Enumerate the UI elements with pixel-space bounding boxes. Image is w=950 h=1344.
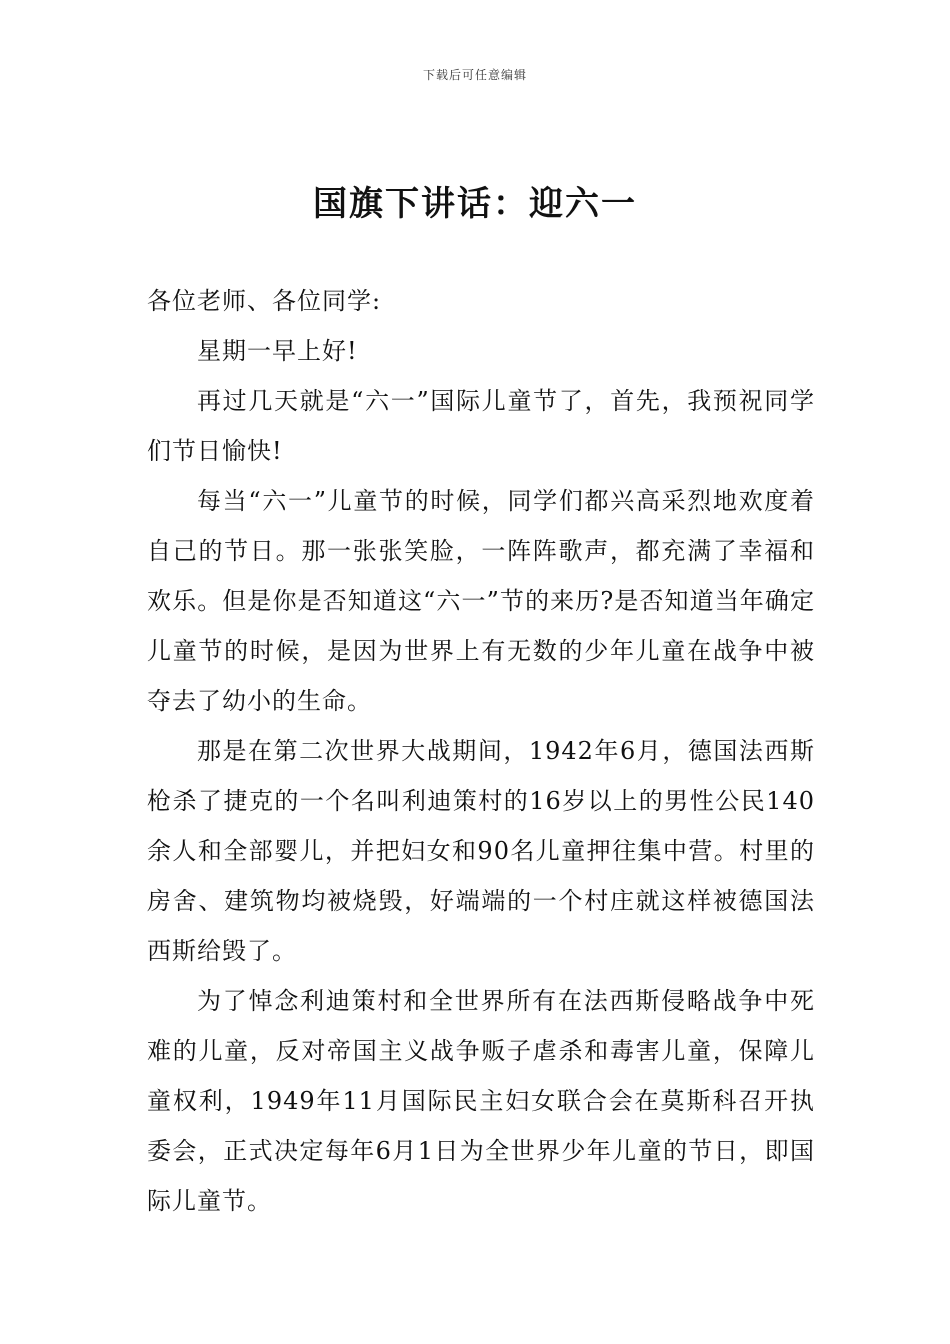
greeting: 星期一早上好! xyxy=(197,337,358,365)
page-header-note: 下载后可任意编辑 xyxy=(422,68,527,82)
salutation: 各位老师、各位同学: xyxy=(147,287,382,315)
document-title: 国旗下讲话：迎六一 xyxy=(313,184,637,224)
paragraph-4: 为了悼念利迪策村和全世界所有在法西斯侵略战争中死难的儿童，反对帝国主义战争贩子虐杀和毒害儿童，保障儿童权利，1949年11月国际民主妇女联合会在莫斯科召开执委会，正式决定每年6月1日为全世界少年儿童的节日，即国际儿童节。 xyxy=(147,987,815,1215)
document-body xyxy=(147,276,815,1226)
paragraph-1: 再过几天就是“六一”国际儿童节了，首先，我预祝同学们节日愉快! xyxy=(147,387,815,465)
paragraph-3: 那是在第二次世界大战期间，1942年6月，德国法西斯枪杀了捷克的一个名叫利迪策村的16岁以上的男性公民140余人和全部婴儿，并把妇女和90名儿童押往集中营。村里的房舍、建筑物均被烧毁，好端端的一个村庄就这样被德国法西斯给毁了。 xyxy=(147,737,815,965)
paragraph-2: 每当“六一”儿童节的时候，同学们都兴高采烈地欢度着自己的节日。那一张张笑脸，一阵阵歌声，都充满了幸福和欢乐。但是你是否知道这“六一”节的来历?是否知道当年确定儿童节的时候，是因为世界上有无数的少年儿童在战争中被夺去了幼小的生命。 xyxy=(147,487,815,715)
